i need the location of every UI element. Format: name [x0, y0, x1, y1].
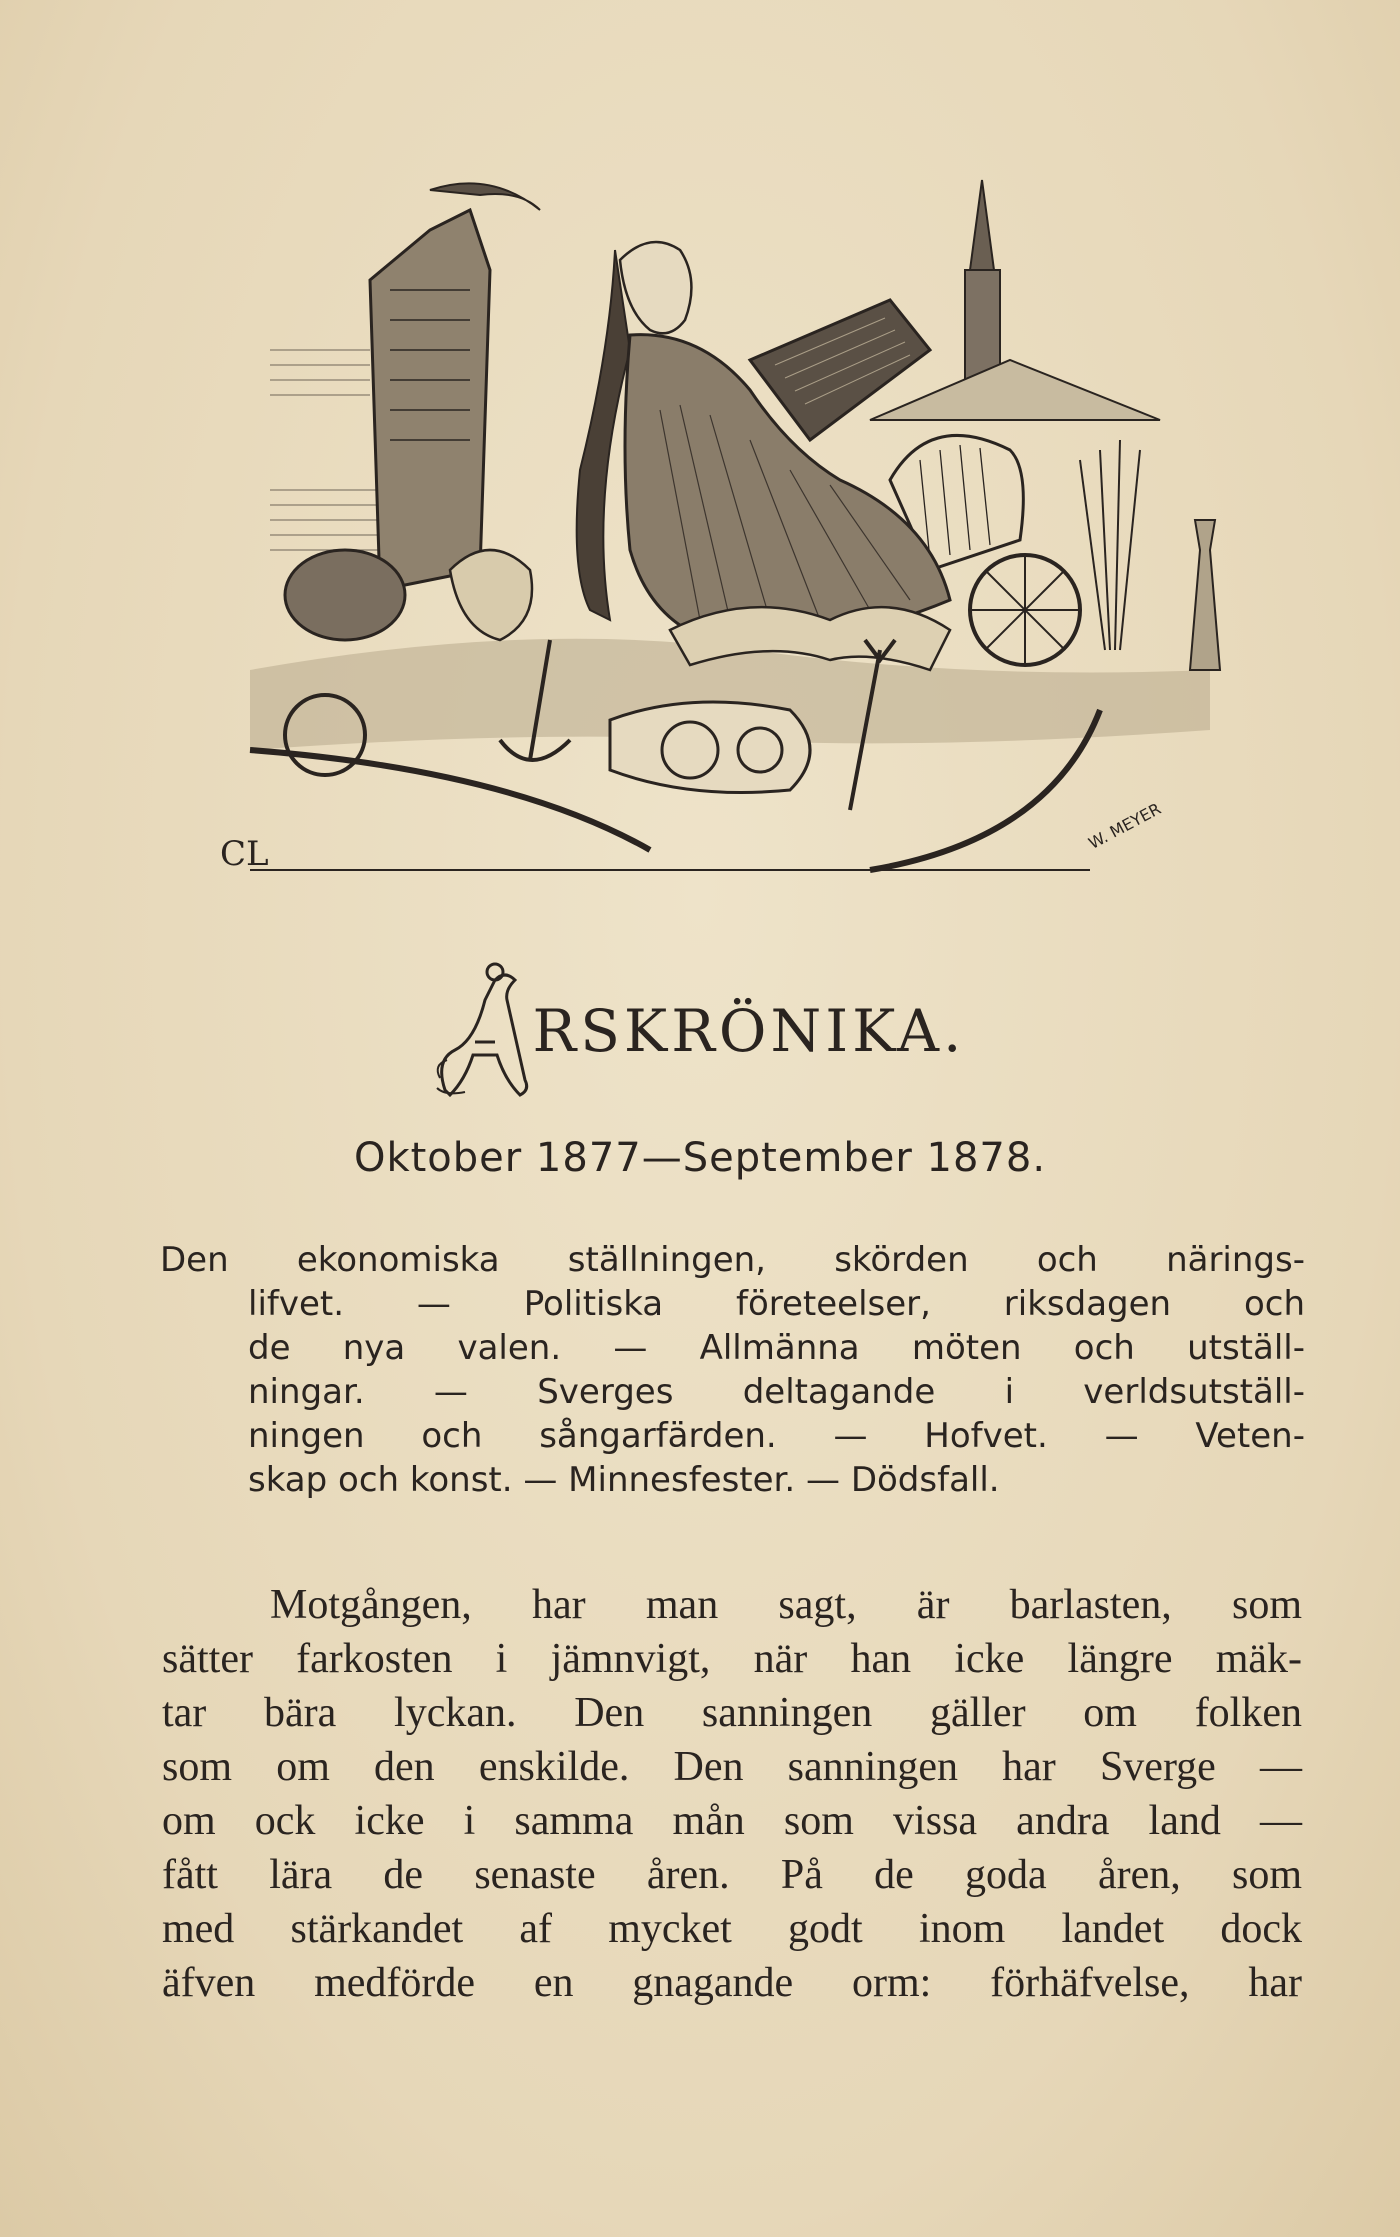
summary-line: ningar. — Sverges deltagande i verldsutställ- — [248, 1372, 1305, 1412]
signature-right: W. MEYER — [1085, 799, 1165, 853]
chapter-summary — [160, 1238, 1305, 1502]
body-line: sätter farkosten i jämnvigt, när han icke längre mäk- — [162, 1636, 1302, 1682]
engraving-illustration — [220, 150, 1230, 890]
date-range-subtitle: Oktober 1877—September 1878. — [353, 1135, 1047, 1181]
body-line: som om den enskilde. Den sanningen har Sverge — — [162, 1744, 1302, 1790]
body-line: fått lära de senaste åren. På de goda åren, som — [162, 1852, 1302, 1898]
body-line: med stärkandet af mycket godt inom landet dock — [162, 1906, 1302, 1952]
signature-left: CL — [220, 834, 269, 874]
body-line: tar bära lyckan. Den sanningen gäller om folken — [162, 1690, 1302, 1736]
summary-line: ningen och sångarfärden. — Hofvet. — Veten- — [248, 1416, 1305, 1456]
summary-line: skap och konst. — Minnesfester. — Dödsfall. — [248, 1460, 1000, 1500]
summary-line: de nya valen. — Allmänna möten och utställ- — [248, 1328, 1305, 1368]
allegorical-figure-engraving — [220, 150, 1230, 890]
body-line: Motgången, har man sagt, är barlasten, som — [270, 1582, 1302, 1628]
title-text: RSKRÖNIKA. — [532, 997, 966, 1065]
body-line: om ock icke i samma mån som vissa andra land — — [162, 1798, 1302, 1844]
summary-line: lifvet. — Politiska företeelser, riksdagen och — [248, 1284, 1305, 1324]
chapter-title — [0, 960, 1400, 1100]
decorated-initial — [435, 960, 531, 1100]
body-paragraph — [162, 1578, 1302, 2010]
body-line: äfven medförde en gnagande orm: förhäfvelse, har — [162, 1960, 1302, 2006]
summary-line: Den ekonomiska ställningen, skörden och närings- — [160, 1240, 1305, 1280]
